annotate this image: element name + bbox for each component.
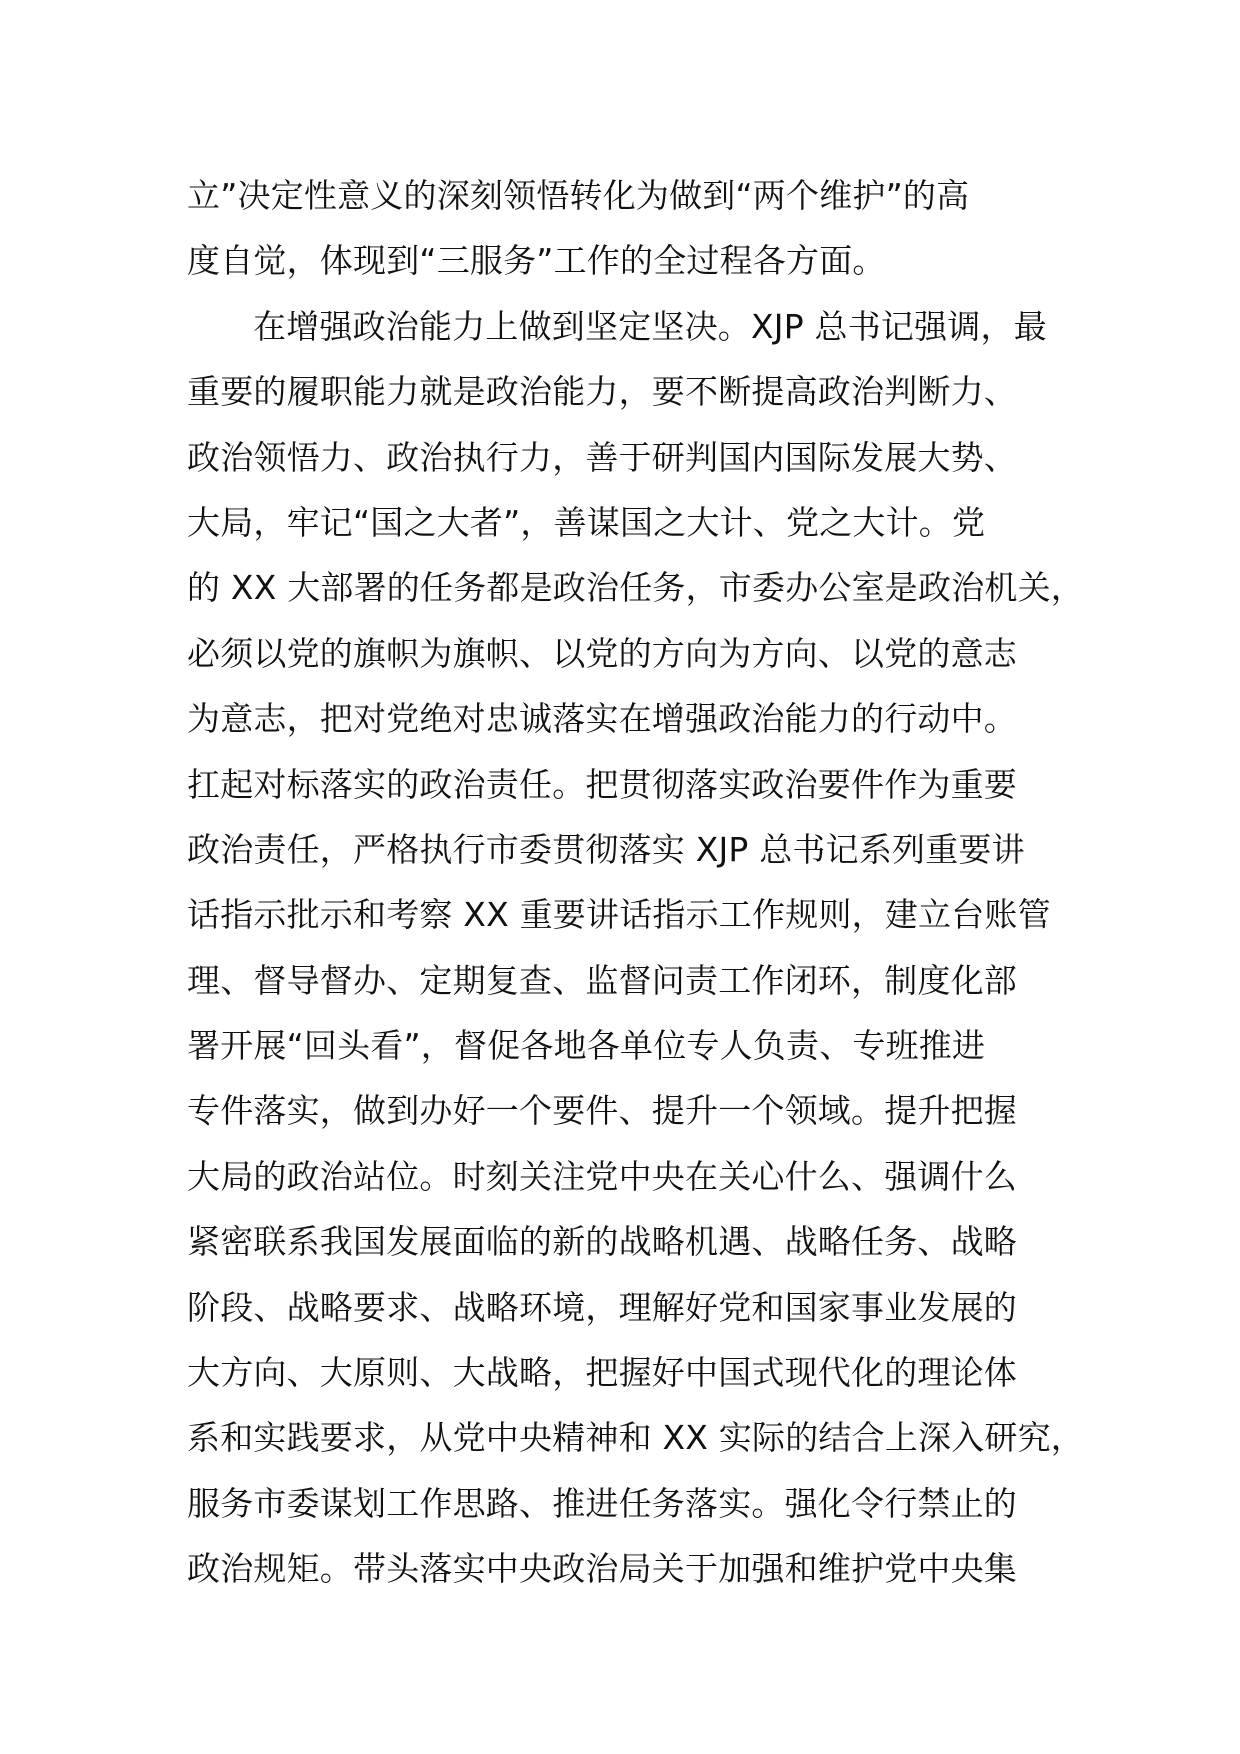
text-line-17: 紧密联系我国发展面临的新的战略机遇、战略任务、战略: [187, 1222, 1017, 1262]
text-line-22: 政治规矩。带头落实中央政治局关于加强和维护党中央集: [187, 1549, 1017, 1589]
text-line-8: 必须以党的旗帜为旗帜、以党的方向为方向、以党的意志: [187, 633, 1017, 673]
text-line-18: 阶段、战略要求、战略环境，理解好党和国家事业发展的: [187, 1287, 1017, 1327]
body-text: [187, 163, 1087, 1602]
text-line-7: 的 XX 大部署的任务都是政治任务，市委办公室是政治机关，: [187, 568, 1084, 608]
text-line-10: 扛起对标落实的政治责任。把贯彻落实政治要件作为重要: [187, 764, 1017, 804]
text-line-6: 大局，牢记“国之大者”，善谋国之大计、党之大计。党: [187, 502, 986, 542]
text-line-20: 系和实践要求，从党中央精神和 XX 实际的结合上深入研究，: [187, 1418, 1084, 1458]
text-line-16: 大局的政治站位。时刻关注党中央在关心什么、强调什么: [187, 1156, 1017, 1196]
text-line-14: 署开展“回头看”，督促各地各单位专人负责、专班推进: [187, 1026, 986, 1066]
text-line-12: 话指示批示和考察 XX 重要讲话指示工作规则，建立台账管: [187, 895, 1051, 935]
text-line-19: 大方向、大原则、大战略，把握好中国式现代化的理论体: [187, 1353, 1017, 1393]
text-line-1: 立”决定性意义的深刻领悟转化为做到“两个维护”的高: [187, 176, 970, 215]
text-line-11: 政治责任，严格执行市委贯彻落实 XJP 总书记系列重要讲: [187, 829, 1025, 869]
text-line-9: 为意志，把对党绝对忠诚落实在增强政治能力的行动中。: [187, 699, 1017, 739]
paragraph-start-line: 在增强政治能力上做到坚定坚决。XJP 总书记强调，最: [253, 306, 1047, 346]
text-line-4: 重要的履职能力就是政治能力，要不断提高政治判断力、: [187, 372, 1017, 412]
text-line-13: 理、督导督办、定期复查、监督问责工作闭环，制度化部: [187, 960, 1017, 1000]
text-line-15: 专件落实，做到办好一个要件、提升一个领域。提升把握: [187, 1091, 1017, 1131]
text-line-5: 政治领悟力、政治执行力，善于研判国内国际发展大势、: [187, 437, 1017, 477]
text-line-2: 度自觉，体现到“三服务”工作的全过程各方面。: [187, 241, 886, 281]
text-line-21: 服务市委谋划工作思路、推进任务落实。强化令行禁止的: [187, 1483, 1017, 1523]
